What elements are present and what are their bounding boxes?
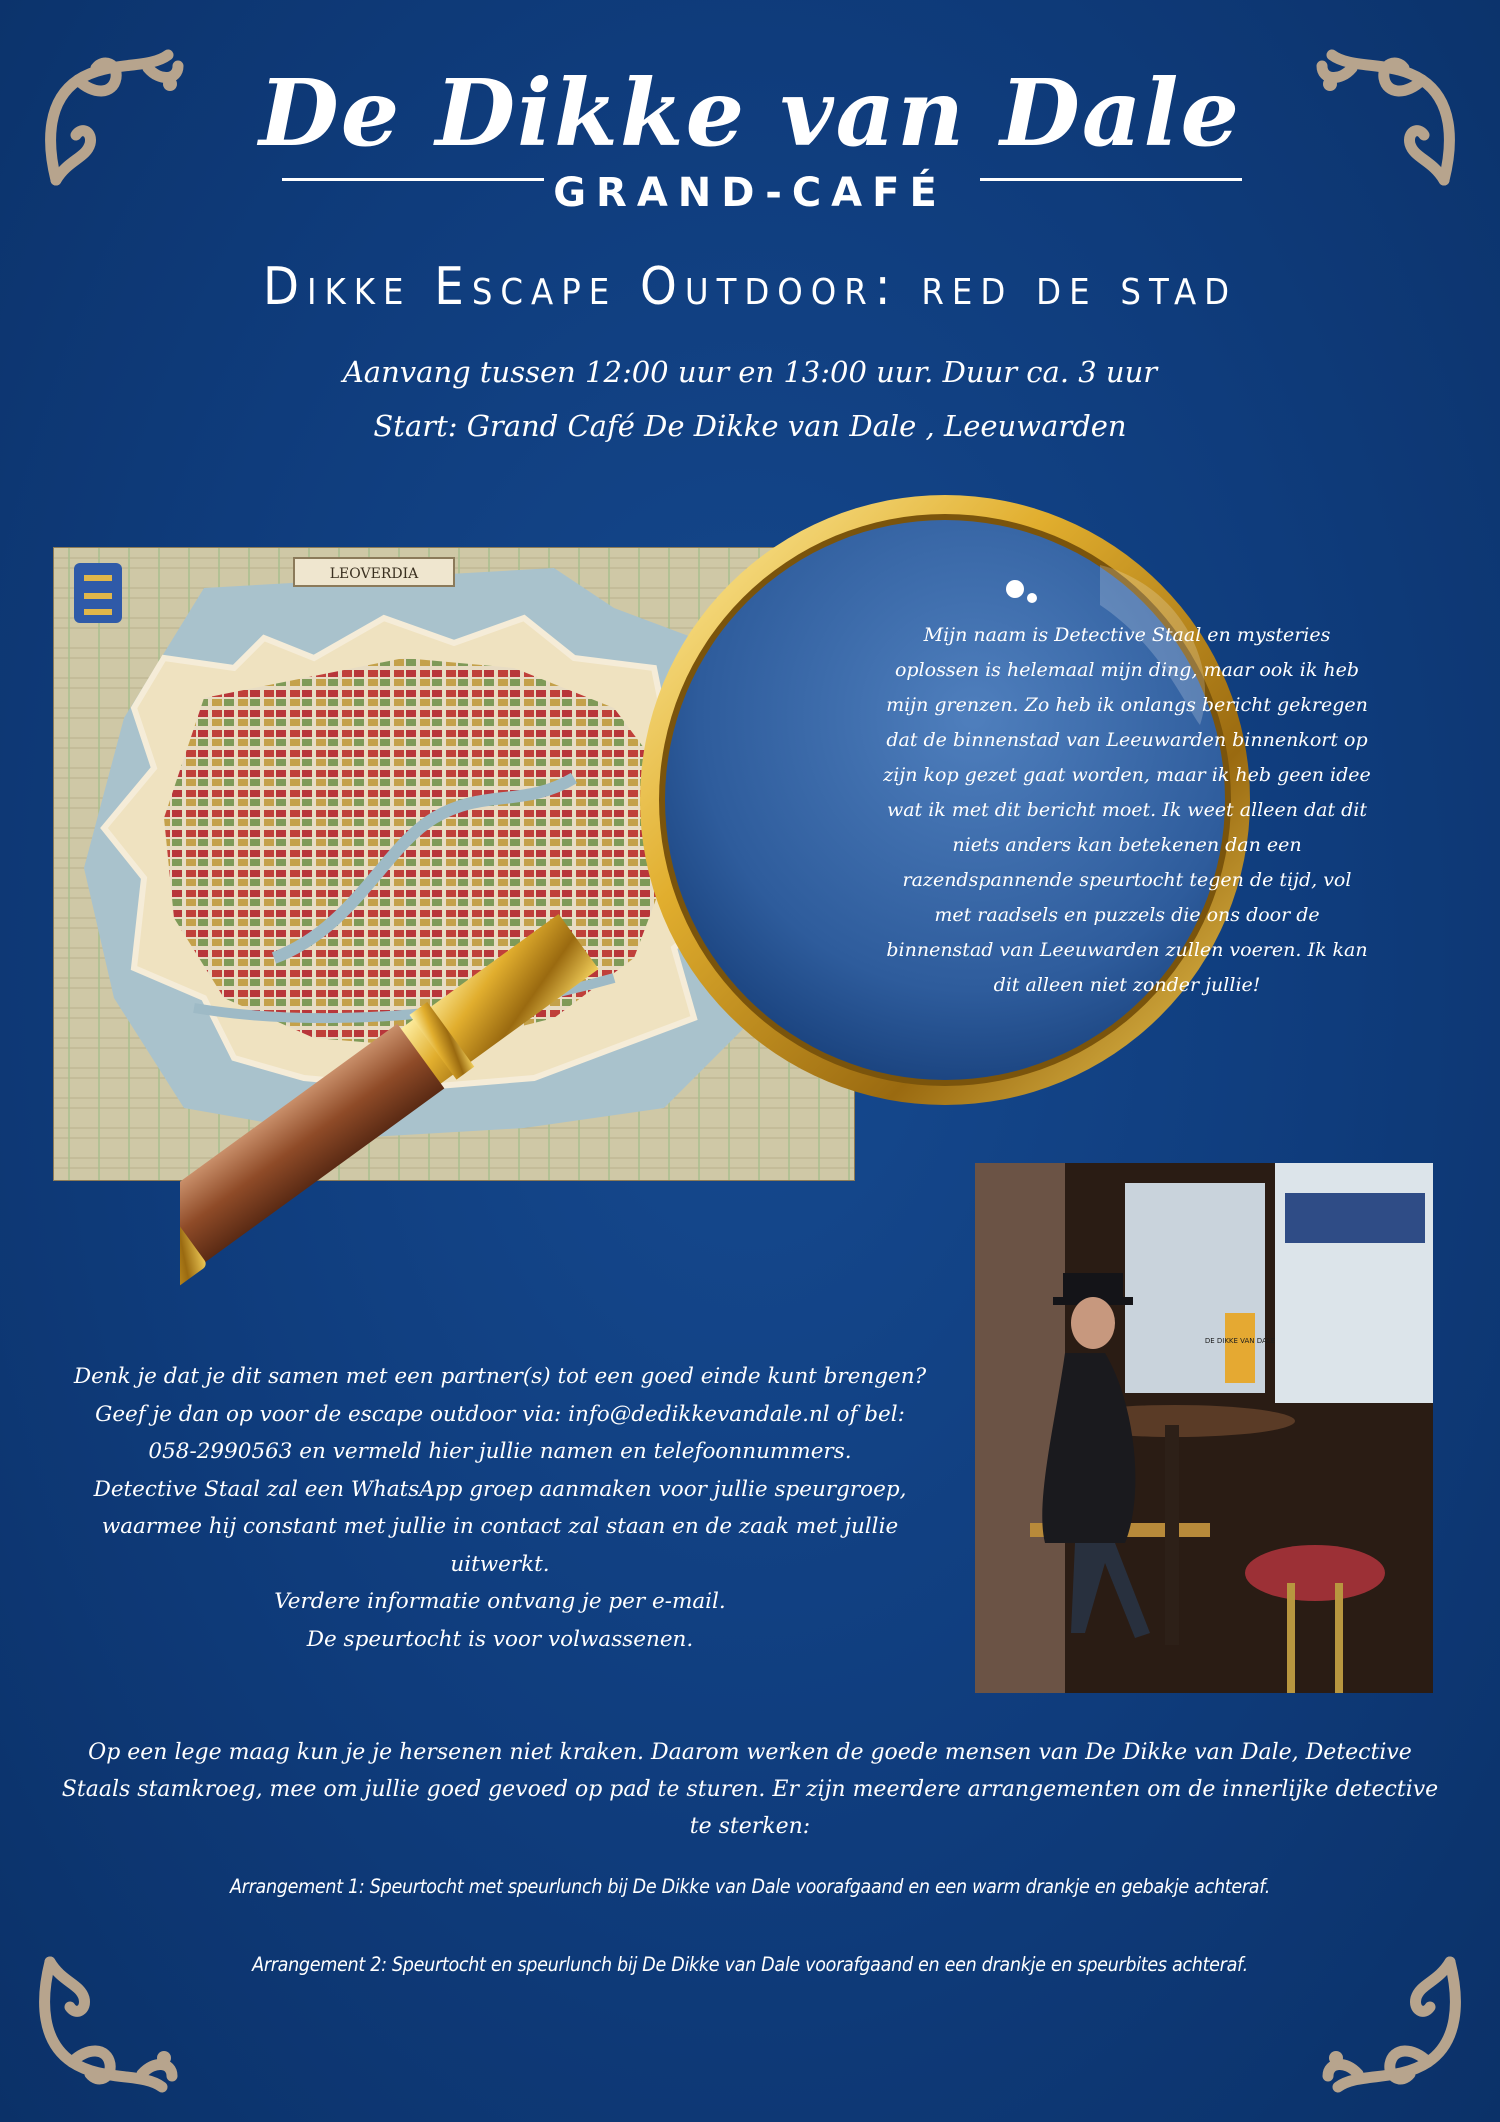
start-time: Aanvang tussen 12:00 uur en 13:00 uur. Duur ca. 3 uur [342, 355, 1158, 389]
arrangements-intro: Op een lege maag kun je je hersenen niet kraken. Daarom werken de goede mensen van De Dikke van Dale, Detective Staals stamkroeg, mee om jullie goed gevoed op pad te sturen. Er zijn meerdere arrangementen om de innerlijke detective te sterken: [61, 1740, 1439, 1839]
arrangement-option-1: Arrangement 1: Speurtocht met speurlunch bij De Dikke van Dale voorafgaand en een warm drankje en gebakje achteraf. [229, 1875, 1271, 1898]
signup-section [40, 1358, 960, 1658]
detective-story: Mijn naam is Detective Staal en mysteries oplossen is helemaal mijn ding, maar ook ik heb mijn grenzen. Zo heb ik onlangs bericht gekregen dat de binnenstad van Leeuwarden binnenkort op zijn kop gezet gaat worden, maar ik heb geen idee wat ik met dit bericht moet. Ik weet alleen dat dit niets anders kan betekenen dan een razendspannende speurtocht tegen de tijd, vol met raadsels en puzzels die ons door de binnenstad van Leeuwarden zullen voeren. Ik kan dit alleen niet zonder jullie! [883, 624, 1371, 996]
signup-line: Verdere informatie ontvang je per e-mail. [274, 1589, 726, 1614]
brand-subtitle: GRAND-CAFÉ [553, 170, 947, 216]
map-cartouche-label: LEOVERDIA [329, 566, 419, 582]
start-location: Start: Grand Café De Dikke van Dale , Leeuwarden [373, 409, 1127, 443]
brand-name: De Dikke van Dale [259, 59, 1241, 167]
arrangement-option-2: Arrangement 2: Speurtocht en speurlunch bij De Dikke van Dale voorafgaand en een drankje en speurbites achteraf. [252, 1953, 1248, 1976]
signup-line: De speurtocht is voor volwassenen. [306, 1626, 694, 1652]
photo-sign-text: DE DIKKE VAN DALE [1204, 1337, 1276, 1345]
signup-line: Denk je dat je dit samen met een partner(s) tot een goed einde kunt brengen? [73, 1364, 927, 1389]
signup-line: Detective Staal zal een WhatsApp groep aanmaken voor jullie speurgroep, waarmee hij constant met jullie in contact zal staan en de zaak met jullie uitwerkt. [93, 1476, 907, 1577]
event-title: Dikke Escape Outdoor: red de stad [262, 257, 1238, 317]
signup-line: Geef je dan op voor de escape outdoor via: info@dedikkevandale.nl of bel: [95, 1401, 905, 1427]
detective-photo [975, 1163, 1433, 1693]
signup-line: 058-2990563 en vermeld hier jullie namen en telefoonnummers. [148, 1439, 852, 1464]
